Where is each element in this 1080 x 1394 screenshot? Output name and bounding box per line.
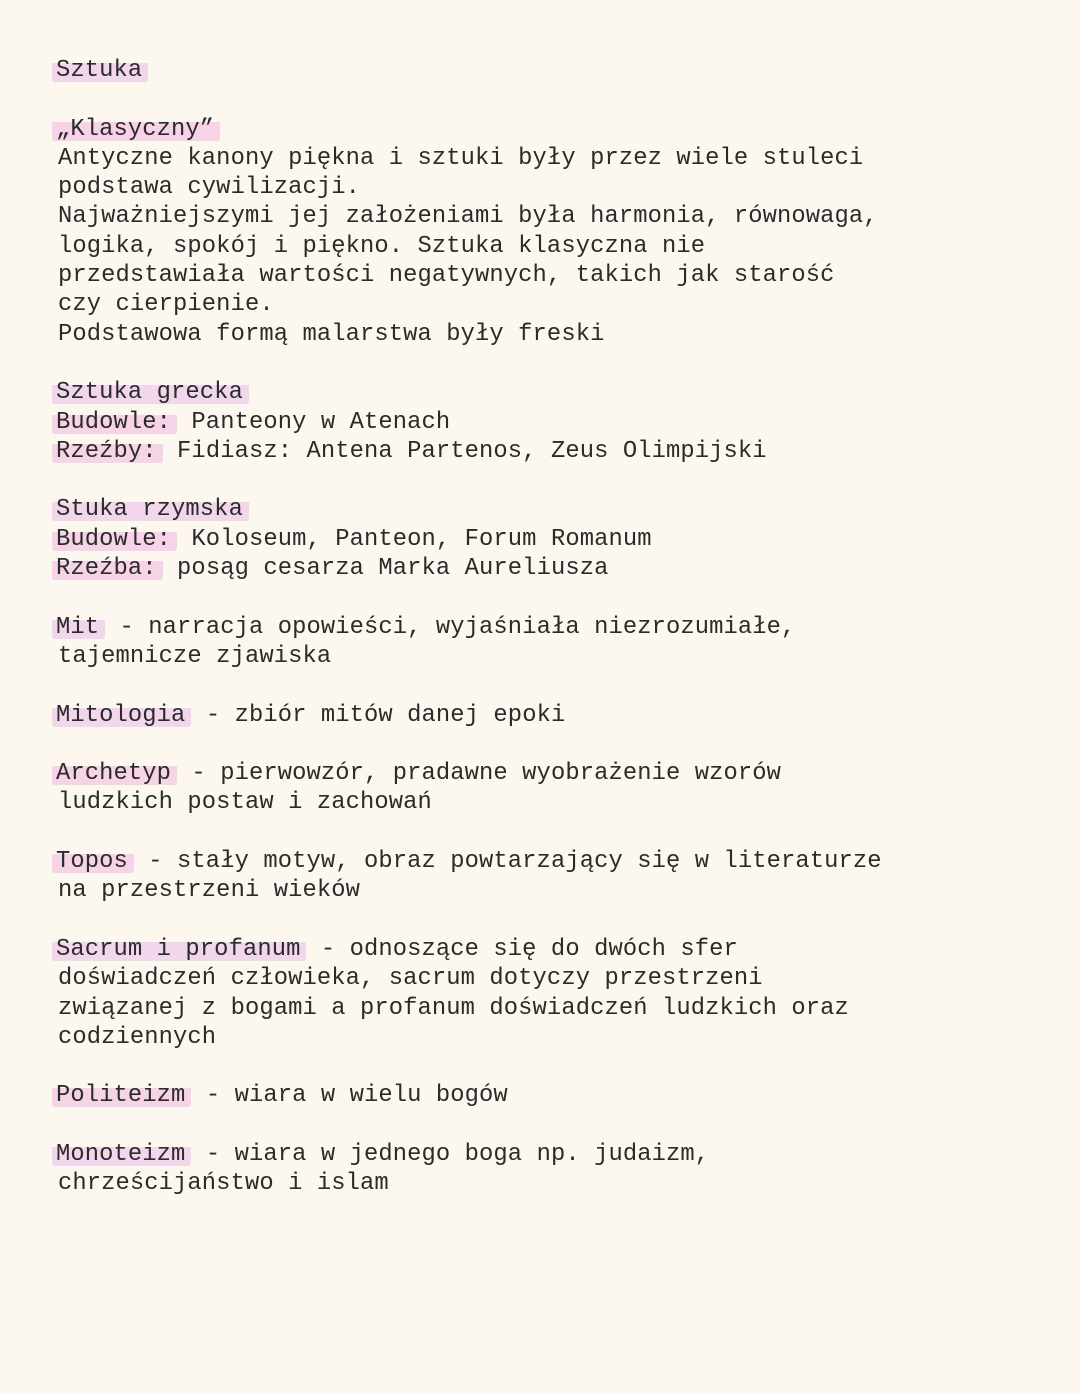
greek-heading: Sztuka grecka bbox=[52, 379, 249, 406]
roman-sculpture-label: Rzeźba: bbox=[52, 555, 163, 582]
term-line bbox=[58, 701, 1058, 730]
greek-heading-line bbox=[58, 378, 1058, 407]
spacer bbox=[58, 906, 1058, 935]
spacer bbox=[58, 466, 1058, 495]
spacer bbox=[58, 730, 1058, 759]
term-definition-continued: związanej z bogami a profanum doświadczeń ludzkich oraz bbox=[58, 994, 849, 1022]
spacer bbox=[58, 818, 1058, 847]
term-line bbox=[58, 847, 1058, 876]
spacer bbox=[58, 671, 1058, 700]
title-line bbox=[58, 56, 1058, 85]
term-definition-continued: tajemnicze zjawiska bbox=[58, 642, 332, 670]
klasyczny-text-line: logika, spokój i piękno. Sztuka klasyczna nie bbox=[58, 232, 706, 260]
term-monoteizm: Monoteizm bbox=[52, 1141, 191, 1168]
roman-buildings-value: Koloseum, Panteon, Forum Romanum bbox=[177, 525, 652, 553]
roman-heading: Stuka rzymska bbox=[52, 496, 249, 523]
term-definition: - wiara w jednego boga np. judaizm, bbox=[191, 1140, 710, 1168]
term-sacrum-i-profanum: Sacrum i profanum bbox=[52, 936, 306, 963]
roman-buildings-line bbox=[58, 525, 1058, 554]
spacer bbox=[58, 583, 1058, 612]
greek-buildings-value: Panteony w Atenach bbox=[177, 408, 451, 436]
term-definition: - zbiór mitów danej epoki bbox=[191, 701, 566, 729]
greek-sculptures-line bbox=[58, 437, 1058, 466]
term-archetyp: Archetyp bbox=[52, 760, 177, 787]
term-definition-continued: chrześcijaństwo i islam bbox=[58, 1170, 389, 1198]
klasyczny-text-line: przedstawiała wartości negatywnych, takich jak starość bbox=[58, 262, 835, 290]
term-definition: - wiara w wielu bogów bbox=[191, 1082, 508, 1110]
klasyczny-text-line: czy cierpienie. bbox=[58, 291, 274, 319]
greek-sculptures-value: Fidiasz: Antena Partenos, Zeus Olimpijski bbox=[162, 437, 767, 465]
term-definition: - pierwowzór, pradawne wyobrażenie wzorów bbox=[177, 760, 782, 788]
note-page bbox=[58, 56, 1058, 1199]
term-definition-continued: na przestrzeni wieków bbox=[58, 877, 360, 905]
klasyczny-heading: „Klasyczny” bbox=[52, 116, 220, 143]
klasyczny-text-line: podstawa cywilizacji. bbox=[58, 174, 360, 202]
term-line bbox=[58, 1081, 1058, 1110]
term-definition-continued: doświadczeń człowieka, sacrum dotyczy przestrzeni bbox=[58, 965, 763, 993]
roman-buildings-label: Budowle: bbox=[52, 526, 177, 553]
roman-sculpture-line bbox=[58, 554, 1058, 583]
klasyczny-heading-line bbox=[58, 115, 1058, 144]
term-topos: Topos bbox=[52, 848, 134, 875]
term-line bbox=[58, 935, 1058, 964]
spacer bbox=[58, 349, 1058, 378]
spacer bbox=[58, 1052, 1058, 1081]
roman-sculpture-value: posąg cesarza Marka Aureliusza bbox=[162, 555, 609, 583]
klasyczny-text-line: Podstawowa formą malarstwa były freski bbox=[58, 320, 605, 348]
spacer bbox=[58, 1111, 1058, 1140]
spacer bbox=[58, 85, 1058, 114]
term-line bbox=[58, 1140, 1058, 1169]
term-politeizm: Politeizm bbox=[52, 1082, 191, 1109]
klasyczny-text-line: Antyczne kanony piękna i sztuki były przez wiele stuleci bbox=[58, 144, 864, 172]
term-line bbox=[58, 613, 1058, 642]
roman-heading-line bbox=[58, 495, 1058, 524]
greek-buildings-label: Budowle: bbox=[52, 409, 177, 436]
term-definition: - stały motyw, obraz powtarzający się w literaturze bbox=[133, 848, 882, 876]
greek-buildings-line bbox=[58, 408, 1058, 437]
klasyczny-text-line: Najważniejszymi jej założeniami była harmonia, równowaga, bbox=[58, 203, 878, 231]
term-definition-continued: ludzkich postaw i zachowań bbox=[58, 789, 432, 817]
term-mitologia: Mitologia bbox=[52, 702, 191, 729]
term-definition: - narracja opowieści, wyjaśniała niezrozumiałe, bbox=[105, 613, 796, 641]
term-mit: Mit bbox=[52, 614, 105, 641]
title-highlight: Sztuka bbox=[52, 57, 148, 84]
term-definition: - odnoszące się do dwóch sfer bbox=[306, 935, 738, 963]
term-line bbox=[58, 759, 1058, 788]
greek-sculptures-label: Rzeźby: bbox=[52, 438, 163, 465]
term-definition-continued: codziennych bbox=[58, 1023, 217, 1051]
